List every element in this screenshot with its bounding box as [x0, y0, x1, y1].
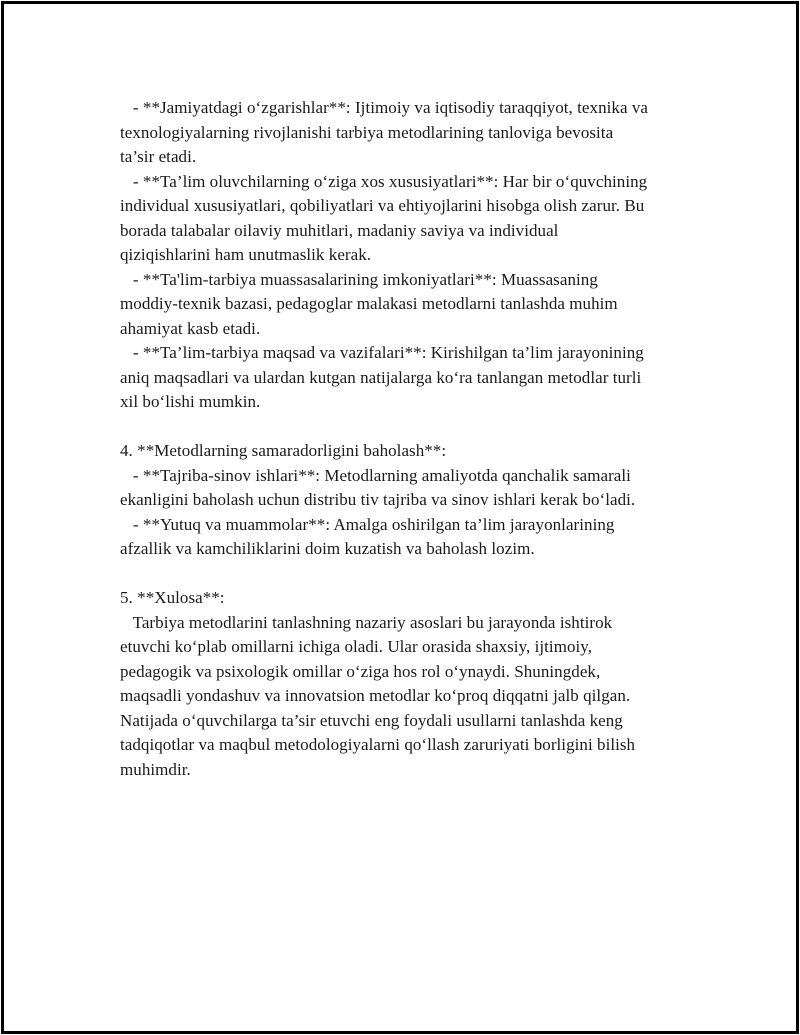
text-line: qiziqishlarini ham unutmaslik kerak. [120, 245, 372, 264]
text-line: maqsadli yondashuv va innovatsion metodlar ko‘proq diqqatni jalb qilgan. [120, 686, 631, 705]
text-line: - **Tajriba-sinov ishlari**: Metodlarning amaliyotda qanchalik samarali [120, 465, 631, 485]
section-4-item-2 [120, 513, 710, 562]
text-line: muhimdir. [120, 759, 191, 779]
text-line: borada talabalar oilaviy muhitlari, madaniy saviya va individual [120, 220, 559, 240]
conclusion-paragraph [120, 611, 710, 783]
text-line: ekanligini baholash uchun distribu tiv tajriba va sinov ishlari kerak bo‘ladi. [120, 490, 636, 509]
text-line: ahamiyat kasb etadi. [120, 318, 261, 338]
blank-line [120, 562, 710, 587]
section-4-heading: 4. **Metodlarning samaradorligini baholash**: [120, 441, 447, 460]
section-3-item-3 [120, 268, 710, 342]
section-4 [120, 439, 710, 562]
section-3-item-4 [120, 341, 710, 415]
text-line: Tarbiya metodlarini tanlashning nazariy asoslari bu jarayonda ishtirok [120, 612, 613, 632]
text-line: - **Yutuq va muammolar**: Amalga oshirilgan ta’lim jarayonlarining [120, 514, 615, 534]
text-line: tadqiqotlar va maqbul metodologiyalarni qo‘llash zaruriyati borligini bilish [120, 735, 636, 754]
text-line: - **Jamiyatdagi o‘zgarishlar**: Ijtimoiy va iqtisodiy taraqqiyot, texnika va [120, 98, 648, 117]
text-line: Natijada o‘quvchilarga ta’sir etuvchi eng foydali usullarni tanlashda keng [120, 710, 623, 730]
section-4-item-1 [120, 464, 710, 513]
section-3-item-2 [120, 170, 710, 268]
text-line: ta’sir etadi. [120, 147, 197, 166]
blank-line [120, 415, 710, 440]
text-line: aniq maqsadlari va ulardan kutgan natijalarga ko‘ra tanlangan metodlar turli [120, 367, 642, 387]
text-line: moddiy-texnik bazasi, pedagoglar malakasi metodlarni tanlashda muhim [120, 294, 618, 313]
text-line: individual xususiyatlari, qobiliyatlari va ehtiyojlarini hisobga olish zarur. Bu [120, 196, 645, 215]
page-frame [1, 1, 799, 1034]
text-line: xil bo‘lishi mumkin. [120, 392, 261, 411]
text-line: etuvchi ko‘plab omillarni ichiga oladi. Ular orasida shaxsiy, ijtimoiy, [120, 637, 593, 656]
section-3-item-1 [120, 96, 710, 170]
document-body [120, 96, 710, 782]
section-5-heading: 5. **Xulosa**: [120, 588, 225, 607]
text-line: afzallik va kamchiliklarini doim kuzatish va baholash lozim. [120, 539, 535, 558]
text-line: pedagogik va psixologik omillar o‘ziga hos rol o‘ynaydi. Shuningdek, [120, 661, 601, 681]
text-line: texnologiyalarning rivojlanishi tarbiya metodlarining tanloviga bevosita [120, 122, 614, 142]
text-line: - **Ta'lim-tarbiya muassasalarining imkoniyatlari**: Muassasaning [120, 269, 598, 289]
text-line: - **Ta’lim oluvchilarning o‘ziga xos xususiyatlari**: Har bir o‘quvchining [120, 171, 648, 191]
text-line: - **Ta’lim-tarbiya maqsad va vazifalari**: Kirishilgan ta’lim jarayonining [120, 343, 644, 362]
section-5 [120, 586, 710, 782]
